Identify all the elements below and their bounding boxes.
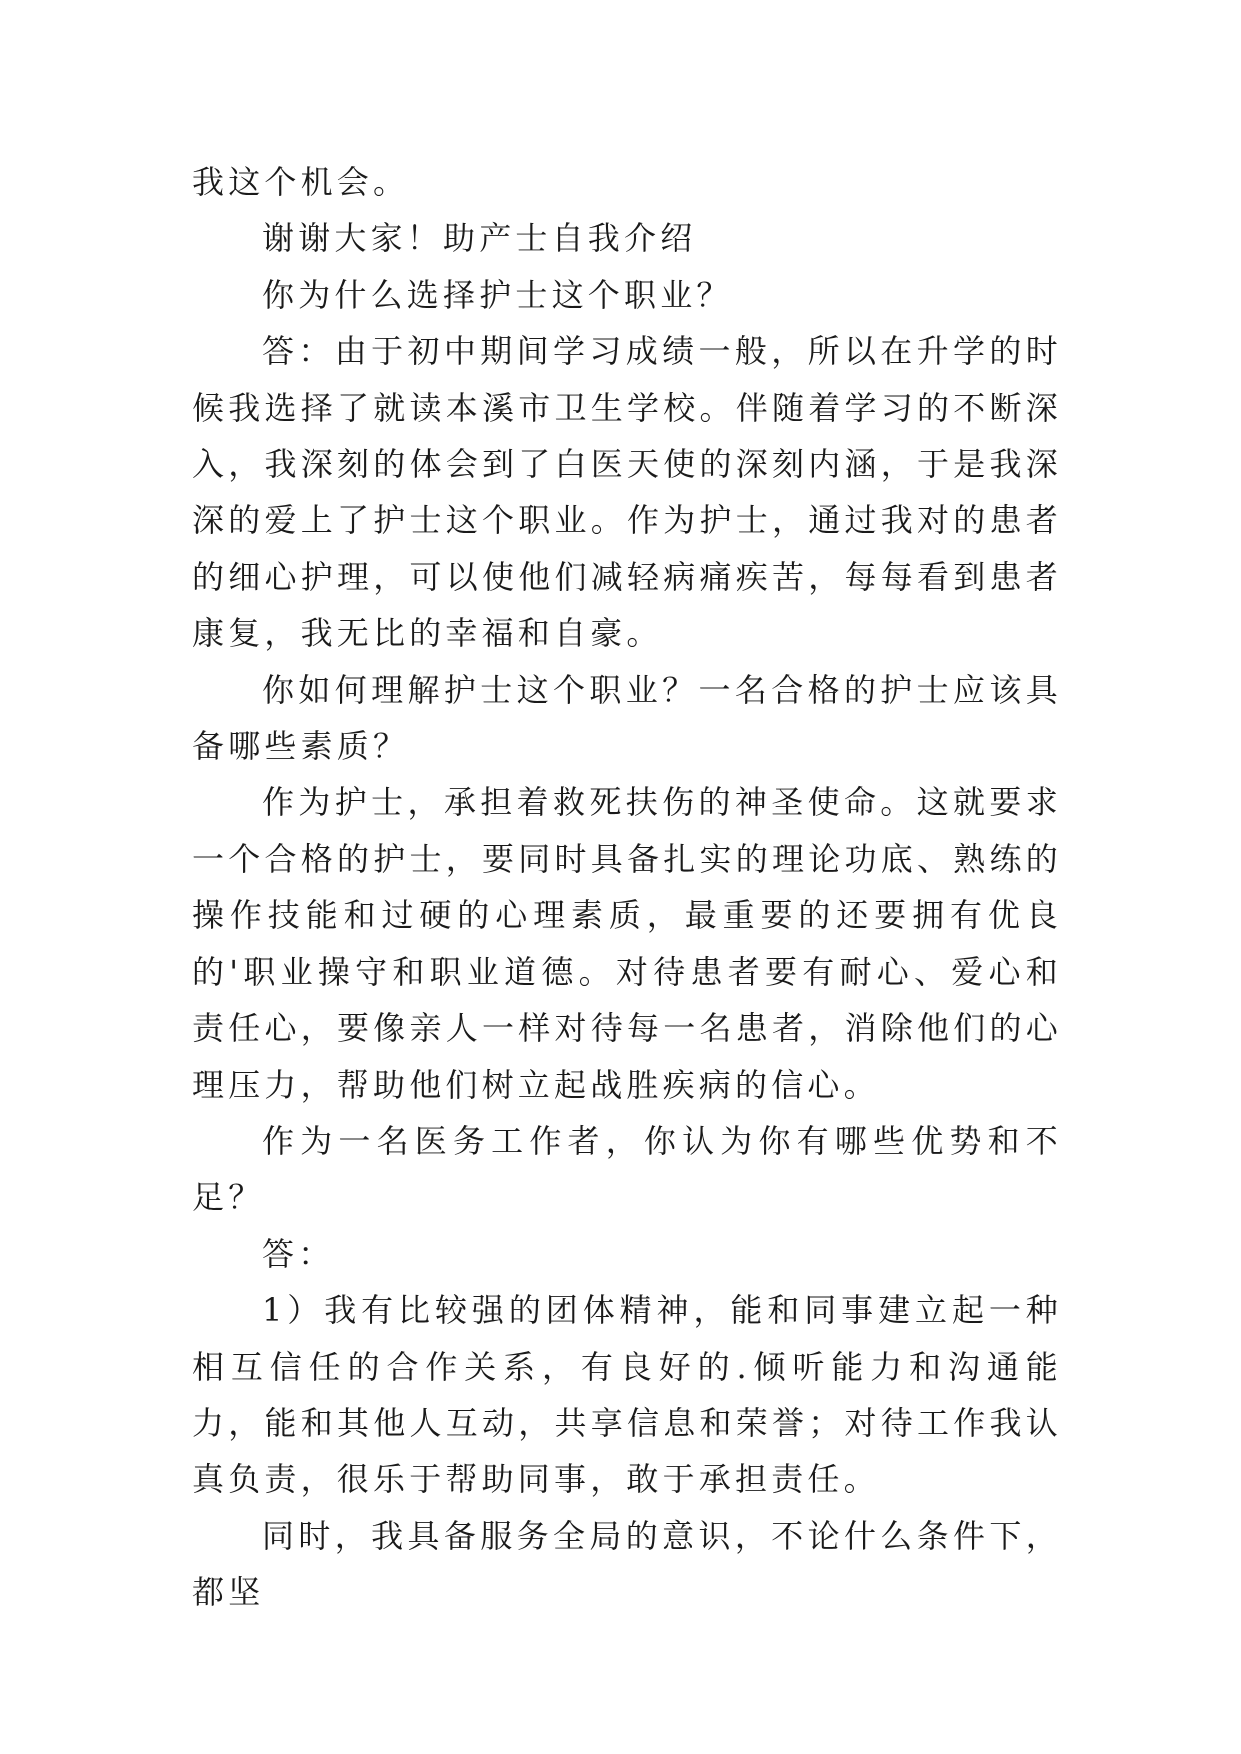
paragraph-1: 我这个机会。 (192, 163, 410, 201)
paragraph-7: 作为一名医务工作者，你认为你有哪些优势和不足？ (192, 1121, 1062, 1217)
paragraph-9: 1）我有比较强的团体精神，能和同事建立起一种相互信任的合作关系，有良好的.倾听能力和沟通能力，能和其他人互动，共享信息和荣誉；对待工作我认真负责，很乐于帮助同事，敢于承担责任。 (192, 1291, 1062, 1499)
paragraph-8: 答： (262, 1234, 335, 1273)
paragraph-5: 你如何理解护士这个职业？一名合格的护士应该具备哪些素质？ (192, 670, 1062, 766)
paragraph-10: 同时，我具备服务全局的意识，不论什么条件下，都坚 (192, 1516, 1062, 1612)
paragraph-3: 你为什么选择护士这个职业？ (262, 275, 733, 314)
paragraph-4: 答：由于初中期间学习成绩一般，所以在升学的时候我选择了就读本溪市卫生学校。伴随着学习的不断深入，我深刻的体会到了白医天使的深刻内涵，于是我深深的爱上了护士这个职业。作为护士，通过我对的患者的细心护理，可以使他们减轻病痛疾苦，每每看到患者康复，我无比的幸福和自豪。 (192, 332, 1062, 653)
paragraph-2: 谢谢大家！助产士自我介绍 (262, 219, 697, 258)
paragraph-6: 作为护士，承担着救死扶伤的神圣使命。这就要求一个合格的护士，要同时具备扎实的理论功底、熟练的操作技能和过硬的心理素质，最重要的还要拥有优良的'职业操守和职业道德。对待患者要有耐心、爱心和责任心，要像亲人一样对待每一名患者，消除他们的心理压力，帮助他们树立起战胜疾病的信心。 (192, 783, 1062, 1104)
document-body (192, 154, 1062, 1621)
